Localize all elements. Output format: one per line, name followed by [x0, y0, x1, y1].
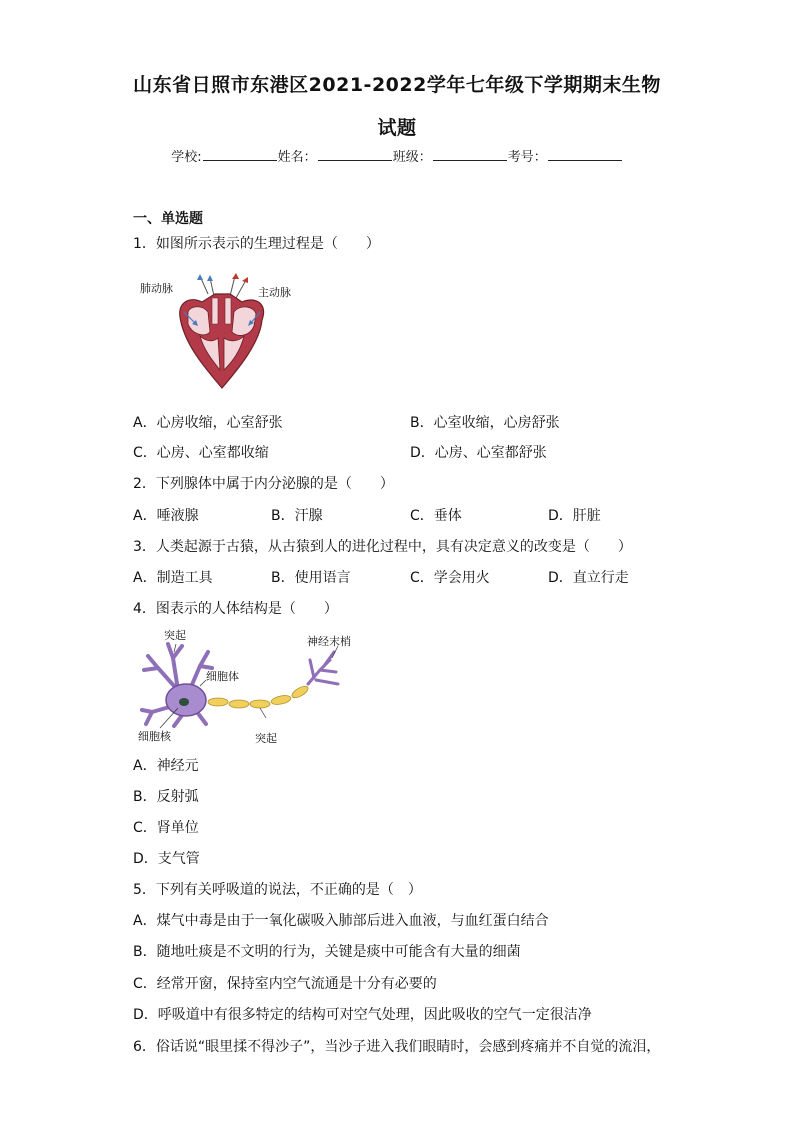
question-1-stem: 1．如图所示表示的生理过程是（ ）: [133, 236, 380, 252]
question-5-option-a[interactable]: A．煤气中毒是由于一氧化碳吸入肺部后进入血液，与血红蛋白结合: [133, 913, 549, 929]
neuron-diagram: [138, 638, 363, 733]
exam-no-blank[interactable]: [548, 148, 622, 161]
question-3-option-d[interactable]: D．直立行走: [548, 570, 629, 586]
question-2-option-c[interactable]: C．垂体: [410, 508, 462, 524]
class-label: 班级：: [392, 150, 432, 165]
question-1-option-c[interactable]: C．心房、心室都收缩: [133, 445, 269, 461]
neuron-label-dendrite: 突起: [164, 629, 186, 642]
page-title-line1: 山东省日照市东港区2021-2022学年七年级下学期期末生物: [133, 74, 661, 96]
question-1-option-a[interactable]: A．心房收缩，心室舒张: [133, 415, 283, 431]
section-heading: 一、单选题: [133, 211, 203, 227]
question-3-option-b[interactable]: B．使用语言: [271, 570, 351, 586]
question-4-option-c[interactable]: C．肾单位: [133, 820, 199, 836]
heart-label-pulmonary-artery: 肺动脉: [140, 282, 173, 295]
question-4-option-b[interactable]: B．反射弧: [133, 789, 199, 805]
question-5-stem: 5．下列有关呼吸道的说法，不正确的是（ ）: [133, 882, 422, 898]
question-4-stem: 4．图表示的人体结构是（ ）: [133, 601, 338, 617]
question-5-option-b[interactable]: B．随地吐痰是不文明的行为，关键是痰中可能含有大量的细菌: [133, 944, 521, 960]
question-2-option-d[interactable]: D．肝脏: [548, 508, 601, 524]
question-5-option-d[interactable]: D．呼吸道中有很多特定的结构可对空气处理，因此吸收的空气一定很洁净: [133, 1007, 592, 1023]
question-1-option-d[interactable]: D．心房、心室都舒张: [410, 445, 547, 461]
neuron-label-cell-body: 细胞体: [206, 670, 239, 683]
name-label: 姓名：: [277, 150, 317, 165]
question-2-stem: 2．下列腺体中属于内分泌腺的是（ ）: [133, 476, 394, 492]
school-label: 学校:: [171, 150, 202, 165]
neuron-label-nucleus: 细胞核: [138, 730, 171, 743]
question-3-option-c[interactable]: C．学会用火: [410, 570, 490, 586]
question-3-option-a[interactable]: A．制造工具: [133, 570, 213, 586]
neuron-label-axon: 突起: [255, 732, 277, 745]
neuron-label-nerve-ending: 神经末梢: [307, 635, 351, 648]
question-6-stem: 6．俗话说“眼里揉不得沙子”，当沙子进入我们眼睛时，会感到疼痛并不自觉的流泪，: [133, 1039, 661, 1055]
question-5-option-c[interactable]: C．经常开窗，保持室内空气流通是十分有必要的: [133, 976, 437, 992]
question-2-option-b[interactable]: B．汗腺: [271, 508, 323, 524]
question-4-option-a[interactable]: A．神经元: [133, 758, 199, 774]
class-blank[interactable]: [433, 148, 507, 161]
question-3-stem: 3．人类起源于古猿，从古猿到人的进化过程中，具有决定意义的改变是（ ）: [133, 539, 632, 555]
question-2-option-a[interactable]: A．唾液腺: [133, 508, 199, 524]
question-1-option-b[interactable]: B．心室收缩，心房舒张: [410, 415, 560, 431]
name-blank[interactable]: [318, 148, 392, 161]
page-title-line2: 试题: [377, 117, 417, 139]
question-4-option-d[interactable]: D．支气管: [133, 851, 200, 867]
school-blank[interactable]: [203, 148, 277, 161]
heart-label-aorta: 主动脉: [258, 286, 291, 299]
exam-no-label: 考号：: [507, 150, 547, 165]
student-info-line: [0, 146, 794, 165]
